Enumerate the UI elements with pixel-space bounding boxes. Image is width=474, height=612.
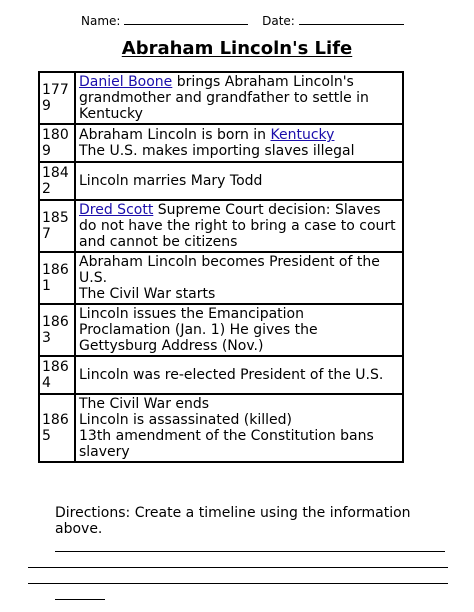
event-text: Lincoln was re-elected President of the U.S.: [79, 367, 384, 383]
event-text: The Civil War ends: [79, 396, 210, 412]
event-line: [79, 127, 399, 143]
directions-text: Directions: Create a timeline using the information above.: [55, 505, 411, 537]
timeline-year: 1861: [39, 252, 75, 304]
timeline-event: [75, 124, 403, 162]
event-line: [79, 202, 399, 250]
timeline-year: 1857: [39, 200, 75, 252]
timeline-row: [39, 304, 403, 356]
timeline-row: [39, 200, 403, 252]
timeline-table: [38, 71, 404, 463]
answer-line[interactable]: [28, 583, 448, 584]
event-line: [79, 367, 399, 383]
timeline-event: [75, 162, 403, 200]
event-text: brings Abraham Lincoln's grandmother and grandfather to settle in Kentucky: [79, 74, 369, 122]
event-text: Lincoln marries Mary Todd: [79, 173, 263, 189]
event-line: [79, 428, 399, 460]
event-text: The U.S. makes importing slaves illegal: [79, 143, 355, 159]
event-line: [79, 143, 399, 159]
timeline-year: 1842: [39, 162, 75, 200]
event-link[interactable]: Dred Scott: [79, 202, 154, 218]
event-line: [79, 74, 399, 122]
timeline-event: [75, 356, 403, 394]
timeline-row: [39, 72, 403, 124]
name-label: Name:: [81, 14, 121, 28]
timeline-event: [75, 394, 403, 462]
event-line: [79, 254, 399, 286]
timeline-year: 1779: [39, 72, 75, 124]
timeline-row: [39, 252, 403, 304]
timeline-row: [39, 162, 403, 200]
timeline-row: [39, 356, 403, 394]
event-text: Lincoln is assassinated (killed): [79, 412, 292, 428]
timeline-year: 1809: [39, 124, 75, 162]
answer-line[interactable]: [55, 551, 445, 552]
event-text: 13th amendment of the Constitution bans slavery: [79, 428, 374, 460]
event-line: [79, 286, 399, 302]
timeline-event: [75, 200, 403, 252]
header-fields: [81, 12, 404, 28]
page-title: Abraham Lincoln's Life: [121, 38, 353, 59]
timeline-row: [39, 124, 403, 162]
answer-line[interactable]: [28, 567, 448, 568]
date-blank[interactable]: [299, 12, 404, 25]
name-blank[interactable]: [124, 12, 248, 25]
event-line: [79, 412, 399, 428]
event-link[interactable]: Daniel Boone: [79, 74, 173, 90]
event-line: [79, 173, 399, 189]
event-text: Abraham Lincoln becomes President of the U.S.: [79, 254, 380, 286]
event-line: [79, 396, 399, 412]
event-text: The Civil War starts: [79, 286, 216, 302]
event-line: [79, 306, 399, 354]
date-label: Date:: [262, 14, 295, 28]
answer-line[interactable]: [55, 599, 105, 600]
timeline-year: 1863: [39, 304, 75, 356]
event-text: Supreme Court decision: Slaves do not have the right to bring a case to court and cannot be citizens: [79, 202, 396, 250]
timeline-event: [75, 72, 403, 124]
event-link[interactable]: Kentucky: [270, 127, 335, 143]
event-text: Abraham Lincoln is born in: [79, 127, 271, 143]
timeline-row: [39, 394, 403, 462]
timeline-event: [75, 304, 403, 356]
event-text: Lincoln issues the Emancipation Proclamation (Jan. 1) He gives the Gettysburg Address (Nov.): [79, 306, 318, 354]
timeline-event: [75, 252, 403, 304]
timeline-year: 1865: [39, 394, 75, 462]
timeline-year: 1864: [39, 356, 75, 394]
